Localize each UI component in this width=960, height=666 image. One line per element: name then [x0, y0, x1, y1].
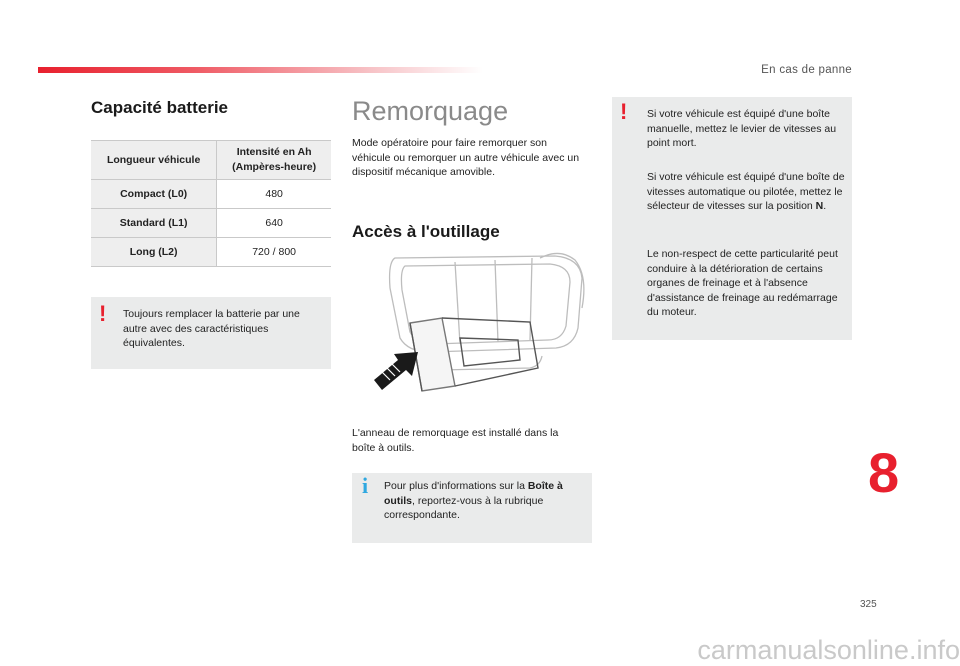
automatic-gearbox-text-suffix: . — [823, 200, 827, 212]
table-row — [91, 180, 331, 209]
towing-section-title: Remorquage — [352, 96, 509, 126]
warning-icon: ! — [99, 301, 107, 326]
warning-icon: ! — [620, 99, 628, 124]
manual-gearbox-text: Si votre véhicule est équipé d'une boîte manuelle, mettez le levier de vitesses au point mort. — [647, 108, 837, 149]
chapter-number: 8 — [868, 441, 900, 504]
battery-capacity-table — [91, 140, 331, 267]
towing-ring-caption: L'anneau de remorquage est installé dans la boîte à outils. — [352, 427, 559, 454]
brake-damage-warning-text: Le non-respect de cette particularité peut conduire à la détérioration de certains organes de freinage et à l'absence d'assistance de freinage au redémarrage du moteur. — [647, 248, 838, 318]
capacity-cell: 480 — [217, 180, 331, 209]
info-icon: i — [362, 473, 369, 498]
automatic-gearbox-text-prefix: Si votre véhicule est équipé d'une boîte de vitesses automatique ou pilotée, mettez le sélecteur de vitesses sur la position — [647, 171, 845, 212]
length-cell: Compact (L0) — [91, 180, 217, 209]
toolbox-info-text — [384, 479, 584, 523]
length-cell: Standard (L1) — [91, 209, 217, 238]
automatic-gearbox-text — [647, 170, 845, 214]
info-text-bold: Boîte à outils — [384, 480, 563, 507]
table-header-row — [91, 141, 331, 180]
neutral-position-label: N — [815, 200, 824, 212]
table-row — [91, 238, 331, 267]
toolbox-info-note — [352, 473, 592, 543]
towing-intro-text: Mode opératoire pour faire remorquer son véhicule ou remorquer un autre véhicule avec un dispositif mécanique amovible. — [352, 137, 580, 178]
header-accent-bar — [38, 67, 483, 73]
watermark: carmanualsonline.info — [697, 635, 960, 665]
seat-toolbox-illustration — [360, 248, 600, 408]
gearbox-warning-note — [612, 97, 852, 340]
length-cell: Long (L2) — [91, 238, 217, 267]
capacity-cell: 720 / 800 — [217, 238, 331, 267]
chapter-title: En cas de panne — [761, 64, 852, 76]
battery-warning-text: Toujours remplacer la batterie par une autre avec des caractéristiques équivalentes. — [123, 308, 300, 349]
column-header-length: Longueur véhicule — [91, 141, 217, 180]
tools-access-title: Accès à l'outillage — [352, 222, 500, 241]
capacity-cell: 640 — [217, 209, 331, 238]
column-header-capacity: Intensité en Ah (Ampères-heure) — [217, 141, 331, 180]
info-text-prefix: Pour plus d'informations sur la — [384, 480, 528, 492]
page-number: 325 — [860, 599, 877, 610]
info-text-suffix: , reportez-vous à la rubrique correspondante. — [384, 494, 544, 521]
battery-section-title: Capacité batterie — [91, 98, 228, 117]
battery-warning-note — [91, 297, 331, 369]
table-row — [91, 209, 331, 238]
